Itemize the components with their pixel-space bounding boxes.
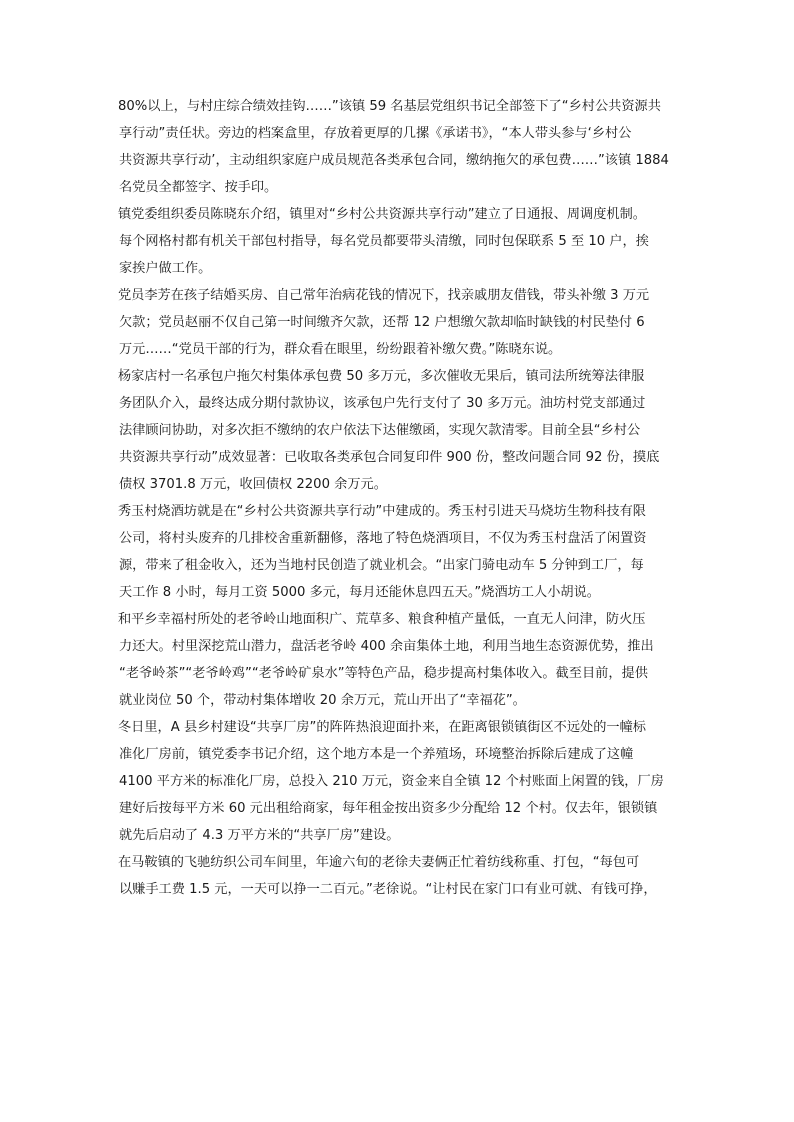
text-line: 就业岗位 50 个，带动村集体增收 20 余万元，荒山开出了“幸福花”。 bbox=[119, 693, 526, 708]
text-line: 家挨户做工作。 bbox=[119, 261, 212, 276]
paragraph bbox=[119, 282, 710, 363]
paragraph bbox=[119, 849, 710, 903]
text-line: 源，带来了租金收入，还为当地村民创造了就业机会。“出家门骑电动车 5 分钟到工厂，每 bbox=[119, 558, 644, 573]
text-line: 和平乡幸福村所处的老爷岭山地面积广、荒草多、粮食种植产量低，一直无人问津，防火压 bbox=[118, 612, 646, 627]
text-line: 力还大。村里深挖荒山潜力，盘活老爷岭 400 余亩集体土地，利用当地生态资源优势，推出 bbox=[119, 639, 654, 654]
text-line: 共资源共享行动”成效显著：已收取各类承包合同复印件 900 份，整改问题合同 92 份，摸底 bbox=[119, 450, 660, 465]
text-line: 冬日里，A 县乡村建设“共享厂房”的阵阵热浪迎面扑来，在距离银锁镇街区不远处的一幢标 bbox=[118, 720, 646, 735]
text-line: 共资源共享行动’，主动组织家庭户成员规范各类承包合同，缴纳拖欠的承包费……”该镇 1884 bbox=[119, 153, 669, 168]
text-line: 欠款；党员赵丽不仅自己第一时间缴齐欠款，还帮 12 户想缴欠款却临时缺钱的村民垫付 6 bbox=[119, 315, 645, 330]
text-line: 杨家店村一名承包户拖欠村集体承包费 50 多万元，多次催收无果后，镇司法所统筹法律服 bbox=[118, 369, 645, 384]
text-line: 镇党委组织委员陈晓东介绍，镇里对“乡村公共资源共享行动”建立了日通报、周调度机制。 bbox=[118, 207, 646, 222]
text-line: 准化厂房前，镇党委李书记介绍，这个地方本是一个养殖场，环境整治拆除后建成了这幢 bbox=[119, 747, 634, 762]
paragraph bbox=[119, 93, 710, 201]
text-line: 建好后按每平方米 60 元出租给商家，每年租金按出资多少分配给 12 个村。仅去年，银锁镇 bbox=[119, 801, 658, 816]
paragraph bbox=[119, 606, 710, 714]
text-line: 4100 平方米的标准化厂房，总投入 210 万元，资金来自全镇 12 个村账面上闲置的钱，厂房 bbox=[119, 774, 664, 789]
paragraph bbox=[119, 498, 710, 606]
paragraph bbox=[119, 714, 710, 849]
paragraph bbox=[119, 201, 710, 282]
text-line: 法律顾问协助，对多次拒不缴纳的农户依法下达催缴函，实现欠款清零。目前全县“乡村公 bbox=[119, 423, 641, 438]
text-line: 公司，将村头废弃的几排校舍重新翻修，落地了特色烧酒项目，不仅为秀玉村盘活了闲置资 bbox=[119, 531, 647, 546]
paragraph bbox=[119, 363, 710, 498]
text-line: 以赚手工费 1.5 元，一天可以挣一二百元。”老徐说。“让村民在家门口有业可就、有钱可挣， bbox=[119, 882, 657, 897]
text-line: “老爷岭茶”“老爷岭鸡”“老爷岭矿泉水”等特色产品，稳步提高村集体收入。截至目前，提供 bbox=[119, 666, 648, 681]
text-line: 债权 3701.8 万元，收回债权 2200 余万元。 bbox=[119, 477, 387, 492]
text-line: 党员李芳在孩子结婚买房、自己常年治病花钱的情况下，找亲戚朋友借钱，带头补缴 3 万元 bbox=[118, 288, 650, 303]
text-line: 秀玉村烧酒坊就是在“乡村公共资源共享行动”中建成的。秀玉村引进天马烧坊生物科技有限 bbox=[118, 504, 646, 519]
text-line: 每个网格村都有机关干部包村指导，每名党员都要带头清缴，同时包保联系 5 至 10 户，挨 bbox=[119, 234, 649, 249]
text-line: 80%以上，与村庄综合绩效挂钩……”该镇 59 名基层党组织书记全部签下了“乡村公共资源共 bbox=[118, 99, 661, 114]
article-body bbox=[119, 93, 710, 903]
text-line: 就先后启动了 4.3 万平方米的“共享厂房”建设。 bbox=[119, 828, 400, 843]
text-line: 在马鞍镇的飞驰纺织公司车间里，年逾六旬的老徐夫妻俩正忙着纺线称重、打包，“每包可 bbox=[118, 855, 640, 870]
text-line: 名党员全都签字、按手印。 bbox=[119, 180, 278, 195]
text-line: 享行动”责任状。旁边的档案盒里，存放着更厚的几摞《承诺书》，“本人带头参与‘乡村公 bbox=[119, 126, 632, 141]
text-line: 万元……“党员干部的行为，群众看在眼里，纷纷跟着补缴欠费。”陈晓东说。 bbox=[119, 342, 562, 357]
text-line: 天工作 8 小时，每月工资 5000 多元，每月还能休息四五天。”烧酒坊工人小胡说。 bbox=[119, 585, 600, 600]
text-line: 务团队介入，最终达成分期付款协议，该承包户先行支付了 30 多万元。油坊村党支部通过 bbox=[119, 396, 646, 411]
